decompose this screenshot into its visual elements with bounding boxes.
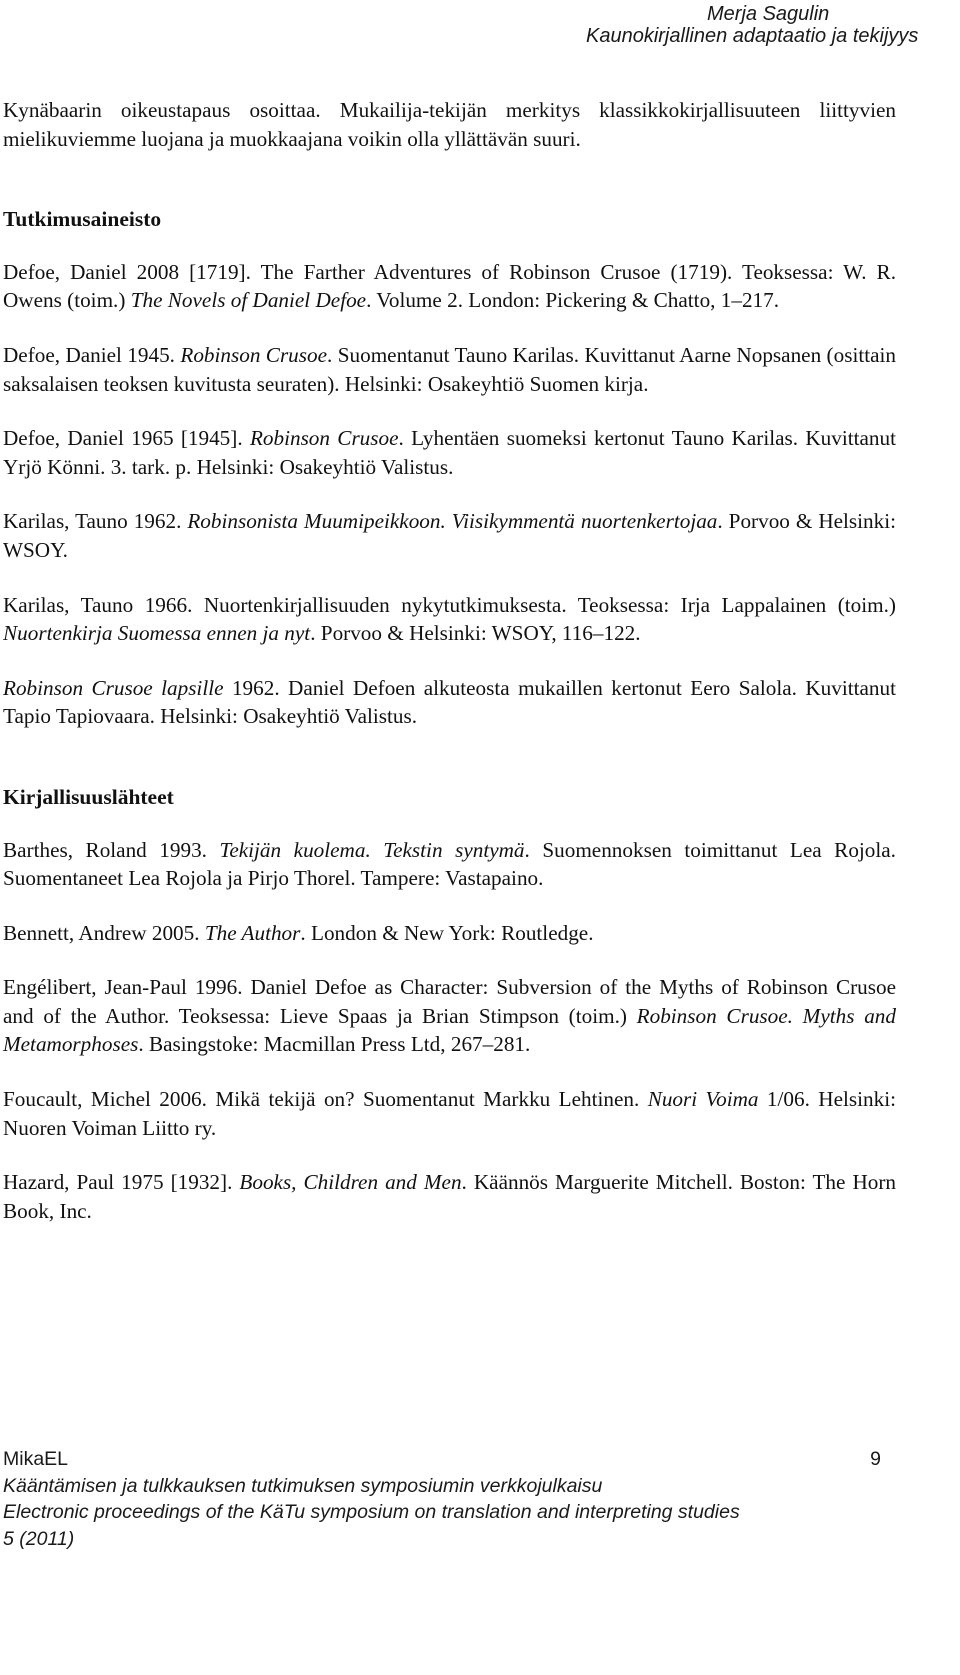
reference-entry: [3, 973, 896, 1059]
reference-entry: [3, 424, 896, 481]
reference-title: The Novels of Daniel Defoe: [130, 288, 367, 313]
reference-entry: [3, 1085, 896, 1142]
reference-text: Defoe, Daniel 1945.: [3, 342, 181, 367]
section-heading-literature: Kirjallisuuslähteet: [3, 784, 174, 809]
footer-line-2: Electronic proceedings of the KäTu symposium on translation and interpreting studies: [3, 1501, 740, 1523]
reference-text: Karilas, Tauno 1966. Nuortenkirjallisuuden nykytutkimuksesta. Teoksessa: Irja Lappalainen (toim.): [3, 592, 896, 617]
reference-details: . Suomentanut Tauno Karilas. Kuvittanut Aarne Nopsanen (osittain saksalaisen teoksen kuvitusta seuraten). Helsinki: Osakeyhtiö Suomen kirja.: [3, 342, 896, 396]
footer-line-1: Kääntämisen ja tulkkauksen tutkimuksen symposiumin verkkojulkaisu: [3, 1474, 603, 1497]
reference-text: Foucault, Michel 2006. Mikä tekijä on? Suomentanut Markku Lehtinen.: [3, 1087, 648, 1112]
reference-entry: [3, 341, 896, 398]
page-footer: [3, 1446, 896, 1552]
reference-entry: [3, 507, 896, 564]
reference-title: Robinson Crusoe. Myths and Metamorphoses: [3, 1003, 896, 1057]
reference-title: Robinson Crusoe: [249, 426, 399, 451]
reference-text: Engélibert, Jean-Paul 1996. Daniel Defoe as Character: Subversion of the Myths of Robinson Crusoe and of the Author. Teoksessa: Lieve Spaas ja Brian Stimpson (toim.): [3, 975, 896, 1028]
footer-line-3: 5 (2011): [3, 1527, 75, 1550]
reference-details: 1962. Daniel Defoen alkuteosta mukaillen kertonut Eero Salola. Kuvittanut Tapio Tapiovaara. Helsinki: Osakeyhtiö Valistus.: [3, 675, 897, 729]
reference-details: . Volume 2. London: Pickering & Chatto, 1–217.: [366, 288, 780, 313]
reference-details: . London & New York: Routledge.: [300, 920, 594, 945]
header-title: Kaunokirjallinen adaptaatio ja tekijyys: [586, 25, 919, 47]
reference-details: . Suomennoksen toimittanut Lea Rojola. Suomentaneet Lea Rojola ja Pirjo Thorel. Tampere: Vastapaino.: [3, 837, 896, 891]
section-heading-research-material: Tutkimusaineisto: [3, 207, 162, 232]
reference-entry: [3, 258, 896, 315]
page-number: 9: [870, 1448, 881, 1470]
page-content: [3, 96, 896, 1225]
reference-details: . Basingstoke: Macmillan Press Ltd, 267–281.: [138, 1032, 531, 1057]
header-author: Merja Sagulin: [707, 3, 830, 25]
reference-details: . Käännös Marguerite Mitchell. Boston: The Horn Book, Inc.: [3, 1170, 896, 1223]
research-material-list: [3, 258, 896, 731]
reference-details: 1/06. Helsinki: Nuoren Voiman Liitto ry.: [3, 1087, 896, 1140]
intro-paragraph: Kynäbaarin oikeustapaus osoittaa. Mukailija-tekijän merkitys klassikkokirjallisuuteen liittyvien mielikuviemme luojana ja muokkaajana voikin olla yllättävän suuri.: [3, 98, 896, 151]
reference-text: Bennett, Andrew 2005.: [3, 920, 205, 945]
reference-text: Defoe, Daniel 2008 [1719]. The Farther Adventures of Robinson Crusoe (1719). Teoksessa: W. R. Owens (toim.): [3, 259, 896, 313]
reference-text: Hazard, Paul 1975 [1932].: [3, 1170, 240, 1195]
reference-title: Nuortenkirja Suomessa ennen ja nyt: [3, 621, 311, 646]
reference-title: Robinson Crusoe lapsille: [3, 675, 224, 700]
reference-text: Barthes, Roland 1993.: [3, 837, 220, 862]
reference-text: Karilas, Tauno 1962.: [3, 509, 188, 534]
footer-journal: MikaEL: [3, 1448, 69, 1470]
reference-title: Robinsonista Muumipeikkoon. Viisikymmentä nuortenkertojaa: [187, 509, 718, 534]
reference-entry: [3, 836, 896, 893]
literature-list: [3, 836, 896, 1226]
reference-entry: [3, 1168, 896, 1225]
reference-title: The Author: [204, 920, 301, 945]
reference-title: Books, Children and Men: [239, 1170, 462, 1195]
reference-entry: [3, 674, 896, 731]
reference-entry: [3, 919, 896, 948]
reference-entry: [3, 591, 896, 648]
reference-title: Robinson Crusoe: [180, 342, 328, 367]
reference-details: . Porvoo & Helsinki: WSOY, 116–122.: [310, 621, 641, 646]
reference-text: Defoe, Daniel 1965 [1945].: [3, 426, 250, 451]
reference-title: Nuori Voima: [647, 1087, 759, 1112]
reference-title: Tekijän kuolema. Tekstin syntymä: [219, 837, 525, 862]
reference-details: . Porvoo & Helsinki: WSOY.: [3, 509, 896, 562]
reference-details: . Lyhentäen suomeksi kertonut Tauno Karilas. Kuvittanut Yrjö Könni. 3. tark. p. Helsinki: Osakeyhtiö Valistus.: [3, 426, 896, 479]
